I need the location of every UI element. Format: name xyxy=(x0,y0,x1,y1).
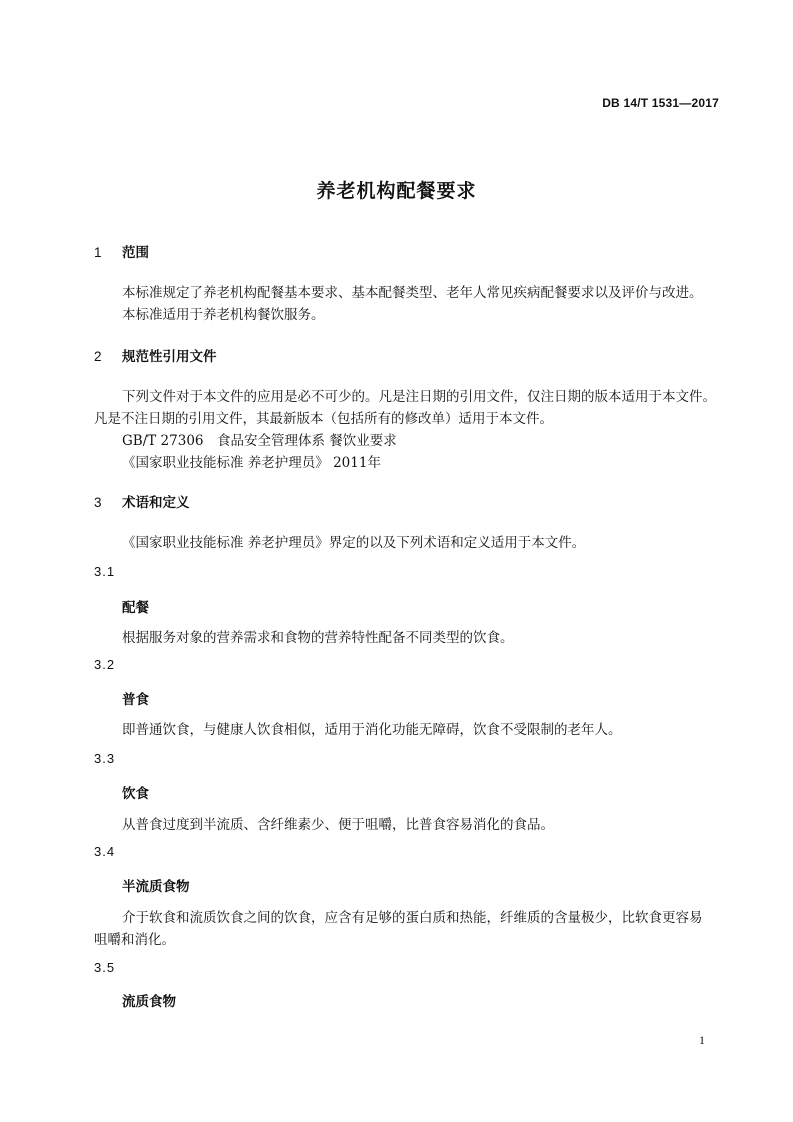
section-number: 2 xyxy=(94,349,102,364)
term-definition: 根据服务对象的营养需求和食物的营养特性配备不同类型的饮食。 xyxy=(122,630,514,646)
term-title: 流质食物 xyxy=(122,994,176,1010)
page-number: 1 xyxy=(699,1033,705,1047)
paragraph: 本标准适用于养老机构餐饮服务。 xyxy=(122,307,325,323)
term-title: 饮食 xyxy=(122,786,149,802)
section-2-heading xyxy=(94,345,217,365)
section-1-heading xyxy=(94,241,149,261)
section-number: 3 xyxy=(94,495,102,510)
document-code: DB 14/T 1531—2017 xyxy=(602,96,719,110)
paragraph: 《国家职业技能标准 养老护理员》界定的以及下列术语和定义适用于本文件。 xyxy=(122,535,586,551)
term-number: 3.3 xyxy=(94,751,116,766)
section-number: 1 xyxy=(94,245,102,260)
reference-item: GB/T 27306 食品安全管理体系 餐饮业要求 xyxy=(122,433,397,449)
term-number: 3.1 xyxy=(94,564,116,579)
document-title: 养老机构配餐要求 xyxy=(316,180,477,202)
term-definition: 介于软食和流质饮食之间的饮食，应含有足够的蛋白质和热能，纤维质的含量极少，比软食更容易 xyxy=(122,910,703,926)
term-definition-continuation: 咀嚼和消化。 xyxy=(94,932,175,948)
section-title: 范围 xyxy=(122,245,149,261)
paragraph-continuation: 凡是不注日期的引用文件，其最新版本（包括所有的修改单）适用于本文件。 xyxy=(94,411,553,427)
term-number: 3.5 xyxy=(94,960,116,975)
term-title: 半流质食物 xyxy=(122,879,190,895)
section-3-heading xyxy=(94,491,190,511)
term-definition: 从普食过度到半流质、含纤维素少、便于咀嚼，比普食容易消化的食品。 xyxy=(122,817,554,833)
term-title: 普食 xyxy=(122,692,149,708)
section-title: 术语和定义 xyxy=(122,495,190,511)
paragraph: 下列文件对于本文件的应用是必不可少的。凡是注日期的引用文件，仅注日期的版本适用于本文件。 xyxy=(122,389,716,405)
section-title: 规范性引用文件 xyxy=(122,349,217,365)
term-title: 配餐 xyxy=(122,600,149,616)
term-number: 3.2 xyxy=(94,657,116,672)
term-definition: 即普通饮食，与健康人饮食相似，适用于消化功能无障碍，饮食不受限制的老年人。 xyxy=(122,722,622,738)
paragraph: 本标准规定了养老机构配餐基本要求、基本配餐类型、老年人常见疾病配餐要求以及评价与改进。 xyxy=(122,285,703,301)
reference-item: 《国家职业技能标准 养老护理员》 2011年 xyxy=(122,455,381,471)
term-number: 3.4 xyxy=(94,844,116,859)
